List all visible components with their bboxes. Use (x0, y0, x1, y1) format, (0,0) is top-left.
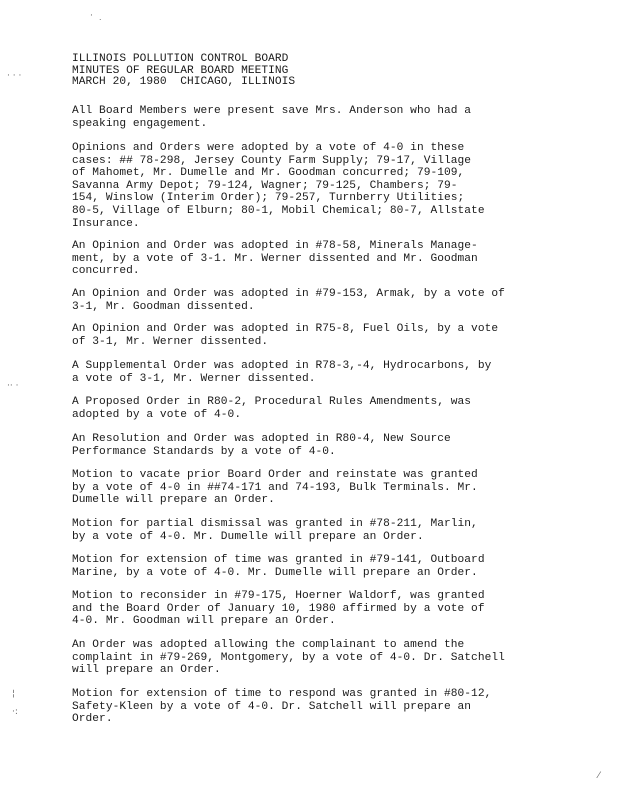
paragraph-line: Dumelle will prepare an Order. (72, 494, 275, 507)
hoerner-waldorf-paragraph (72, 590, 485, 628)
paragraph-line: All Board Members were present save Mrs. Anderson who had a (72, 105, 472, 117)
marlin-paragraph (72, 518, 478, 543)
paragraph-line: complaint in #79-269, Montgomery, by a vote of 4-0. Dr. Satchell (72, 651, 505, 664)
scan-speck: ˙ (98, 19, 103, 29)
scan-speck: ⁄ (598, 771, 600, 781)
paragraph-line: Savanna Army Depot; 79-124, Wagner; 79-125, Chambers; 79- (72, 179, 458, 192)
minutes-document (72, 53, 552, 726)
opinions-adopted-paragraph (72, 142, 485, 230)
attendance-paragraph (72, 105, 471, 130)
meeting-date-location: MARCH 20, 1980 CHICAGO, ILLINOIS (72, 76, 296, 88)
paragraph-line: concurred. (72, 265, 140, 278)
paragraph-line: Performance Standards by a vote of 4-0. (72, 445, 336, 458)
scan-speck: · · · (7, 71, 22, 81)
montgomery-paragraph (72, 639, 505, 677)
scan-speck: ·: (12, 707, 18, 717)
bulk-terminals-paragraph (72, 469, 478, 507)
outboard-marine-paragraph (72, 554, 485, 579)
paragraph-line: 154, Winslow (Interim Order); 79-257, Turnberry Utilities; (72, 192, 465, 205)
paragraph-line: will prepare an Order. (72, 664, 221, 677)
paragraph-line: An Order was adopted allowing the complainant to amend the (72, 639, 465, 651)
paragraph-line: Opinions and Orders were adopted by a vote of 4-0 in these (72, 142, 465, 154)
paragraph-line: by a vote of 4-0 in ##74-171 and 74-193, Bulk Terminals. Mr. (72, 481, 478, 494)
paragraph-line: 3-1, Mr. Goodman dissented. (72, 300, 255, 313)
paragraph-line: Motion for extension of time to respond was granted in #80-12, (72, 688, 492, 700)
paragraph-line: Motion for partial dismissal was granted in #78-211, Marlin, (72, 518, 478, 530)
procedural-rules-paragraph (72, 396, 471, 421)
paragraph-line: cases: ## 78-298, Jersey County Farm Supply; 79-17, Village (72, 154, 472, 167)
paragraph-line: Motion for extension of time was granted in #79-141, Outboard (72, 554, 485, 566)
paragraph-line: ment, by a vote of 3-1. Mr. Werner dissented and Mr. Goodman (72, 252, 478, 265)
armak-paragraph (72, 288, 505, 313)
scan-speck: ¦ (12, 689, 16, 699)
paragraph-line: 4-0. Mr. Goodman will prepare an Order. (72, 615, 336, 628)
scan-speck: ·· · (7, 381, 19, 391)
paragraph-line: a vote of 3-1, Mr. Werner dissented. (72, 372, 316, 385)
paragraph-line: Motion to reconsider in #79-175, Hoerner Waldorf, was granted (72, 590, 485, 602)
paragraph-line: adopted by a vote of 4-0. (72, 408, 242, 421)
scan-speck: · (90, 11, 93, 21)
paragraph-line: An Resolution and Order was adopted in R80-4, New Source (72, 433, 451, 445)
fuel-oils-paragraph (72, 323, 498, 348)
paragraph-line: Marine, by a vote of 4-0. Mr. Dumelle will prepare an Order. (72, 566, 478, 579)
board-name: ILLINOIS POLLUTION CONTROL BOARD (72, 53, 289, 65)
paragraph-line: Insurance. (72, 217, 140, 230)
paragraph-line: 80-5, Village of Elburn; 80-1, Mobil Chemical; 80-7, Allstate (72, 204, 485, 217)
document-title: MINUTES OF REGULAR BOARD MEETING (72, 64, 289, 77)
minerals-management-paragraph (72, 240, 478, 278)
safety-kleen-paragraph (72, 688, 491, 726)
new-source-standards-paragraph (72, 433, 451, 458)
paragraph-line: by a vote of 4-0. Mr. Dumelle will prepare an Order. (72, 530, 424, 543)
paragraph-line: of 3-1, Mr. Werner dissented. (72, 335, 269, 348)
paragraph-line: An Opinion and Order was adopted in #78-58, Minerals Manage- (72, 240, 478, 252)
paragraph-line: A Proposed Order in R80-2, Procedural Rules Amendments, was (72, 396, 472, 408)
paragraph-line: Safety-Kleen by a vote of 4-0. Dr. Satchell will prepare an (72, 700, 472, 713)
document-header (72, 54, 552, 89)
paragraph-line: A Supplemental Order was adopted in R78-3,-4, Hydrocarbons, by (72, 360, 492, 372)
hydrocarbons-paragraph (72, 360, 491, 385)
paragraph-line: and the Board Order of January 10, 1980 affirmed by a vote of (72, 602, 485, 615)
paragraph-line: Motion to vacate prior Board Order and reinstate was granted (72, 469, 478, 481)
paragraph-line: Order. (72, 713, 113, 726)
paragraph-line: An Opinion and Order was adopted in R75-8, Fuel Oils, by a vote (72, 323, 499, 335)
paragraph-line: speaking engagement. (72, 117, 208, 130)
paragraph-line: An Opinion and Order was adopted in #79-153, Armak, by a vote of (72, 288, 505, 300)
paragraph-line: of Mahomet, Mr. Dumelle and Mr. Goodman concurred; 79-109, (72, 167, 465, 180)
